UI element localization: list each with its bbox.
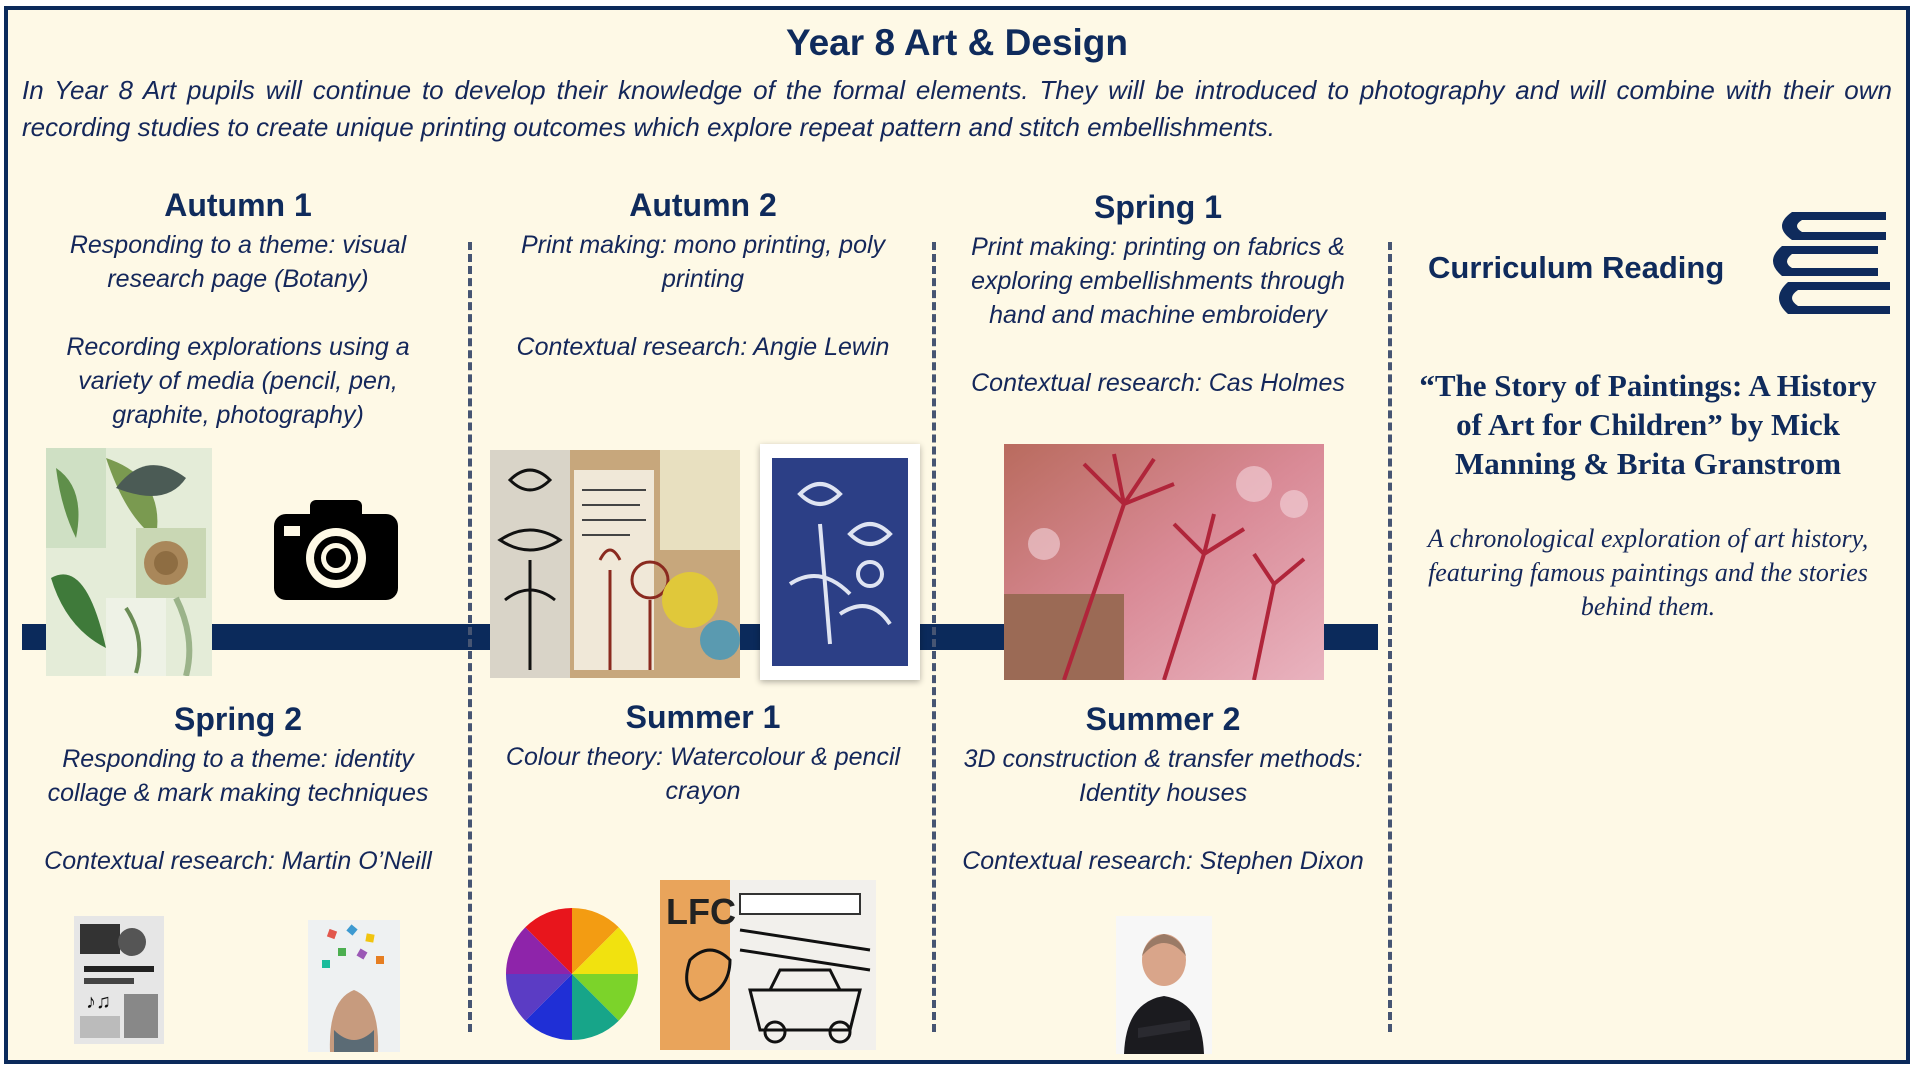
term-text: Contextual research: Cas Holmes [971, 369, 1345, 397]
term-text: Contextual research: Angie Lewin [516, 333, 890, 361]
term-title: Autumn 2 [629, 187, 777, 223]
term-spring-1 [958, 188, 1358, 400]
camera-icon [274, 500, 398, 600]
colour-wheel [504, 906, 640, 1042]
portrait-collage-image [308, 920, 400, 1052]
term-text: 3D construction & transfer methods: Identity houses [963, 745, 1363, 807]
term-text: Responding to a theme: visual research page (Botany) [69, 231, 407, 293]
column-divider-3 [1388, 242, 1392, 1032]
svg-text:♪♫: ♪♫ [86, 991, 111, 1013]
term-text: Print making: printing on fabrics & exploring embellishments through hand and machine embroidery [971, 233, 1345, 329]
term-autumn-1 [38, 186, 438, 432]
blue-lino-print-image [760, 444, 920, 680]
curriculum-reading-heading: Curriculum Reading [1428, 250, 1725, 285]
term-title: Summer 2 [1085, 701, 1241, 737]
column-divider-2 [932, 242, 936, 1032]
term-text: Print making: mono printing, poly printing [520, 231, 886, 293]
term-title: Autumn 1 [164, 187, 312, 223]
books-icon [1762, 206, 1894, 328]
identity-house-sketch-image [660, 880, 876, 1050]
term-text: Colour theory: Watercolour & pencil crayon [505, 743, 901, 805]
term-spring-2 [38, 700, 438, 878]
embroidery-fabric-image [1004, 444, 1324, 680]
sketch-lettering: LFC [666, 891, 736, 932]
year8-art-page [4, 6, 1910, 1064]
book-title: “The Story of Paintings: A History of Art for Children” by Mick Manning & Brita Granstrom [1419, 368, 1877, 481]
page-title: Year 8 Art & Design [785, 22, 1129, 63]
term-text: Contextual research: Martin O’Neill [44, 847, 432, 875]
term-text: Responding to a theme: identity collage & mark making techniques [47, 745, 429, 807]
term-summer-2 [958, 700, 1368, 878]
term-text: Recording explorations using a variety of media (pencil, pen, graphite, photography) [66, 333, 410, 429]
term-summer-1 [498, 698, 908, 808]
intro-paragraph: In Year 8 Art pupils will continue to develop their knowledge of the formal elements. They will be introduced to photography and will combine with their own recording studies to create unique printing outcomes which explore repeat pattern and stitch embellishments. [22, 75, 1892, 142]
term-title: Spring 1 [1093, 189, 1222, 225]
botany-collage-image [46, 448, 212, 676]
term-text: Contextual research: Stephen Dixon [962, 847, 1364, 875]
artist-portrait-image [1116, 916, 1212, 1054]
term-autumn-2 [498, 186, 908, 364]
term-title: Summer 1 [625, 699, 781, 735]
column-divider-1 [468, 242, 472, 1032]
book-description: A chronological exploration of art history, featuring famous paintings and the stories behind them. [1427, 524, 1869, 621]
sketchbook-print-image [490, 450, 740, 678]
identity-collage-image [74, 916, 164, 1044]
term-title: Spring 2 [173, 701, 302, 737]
